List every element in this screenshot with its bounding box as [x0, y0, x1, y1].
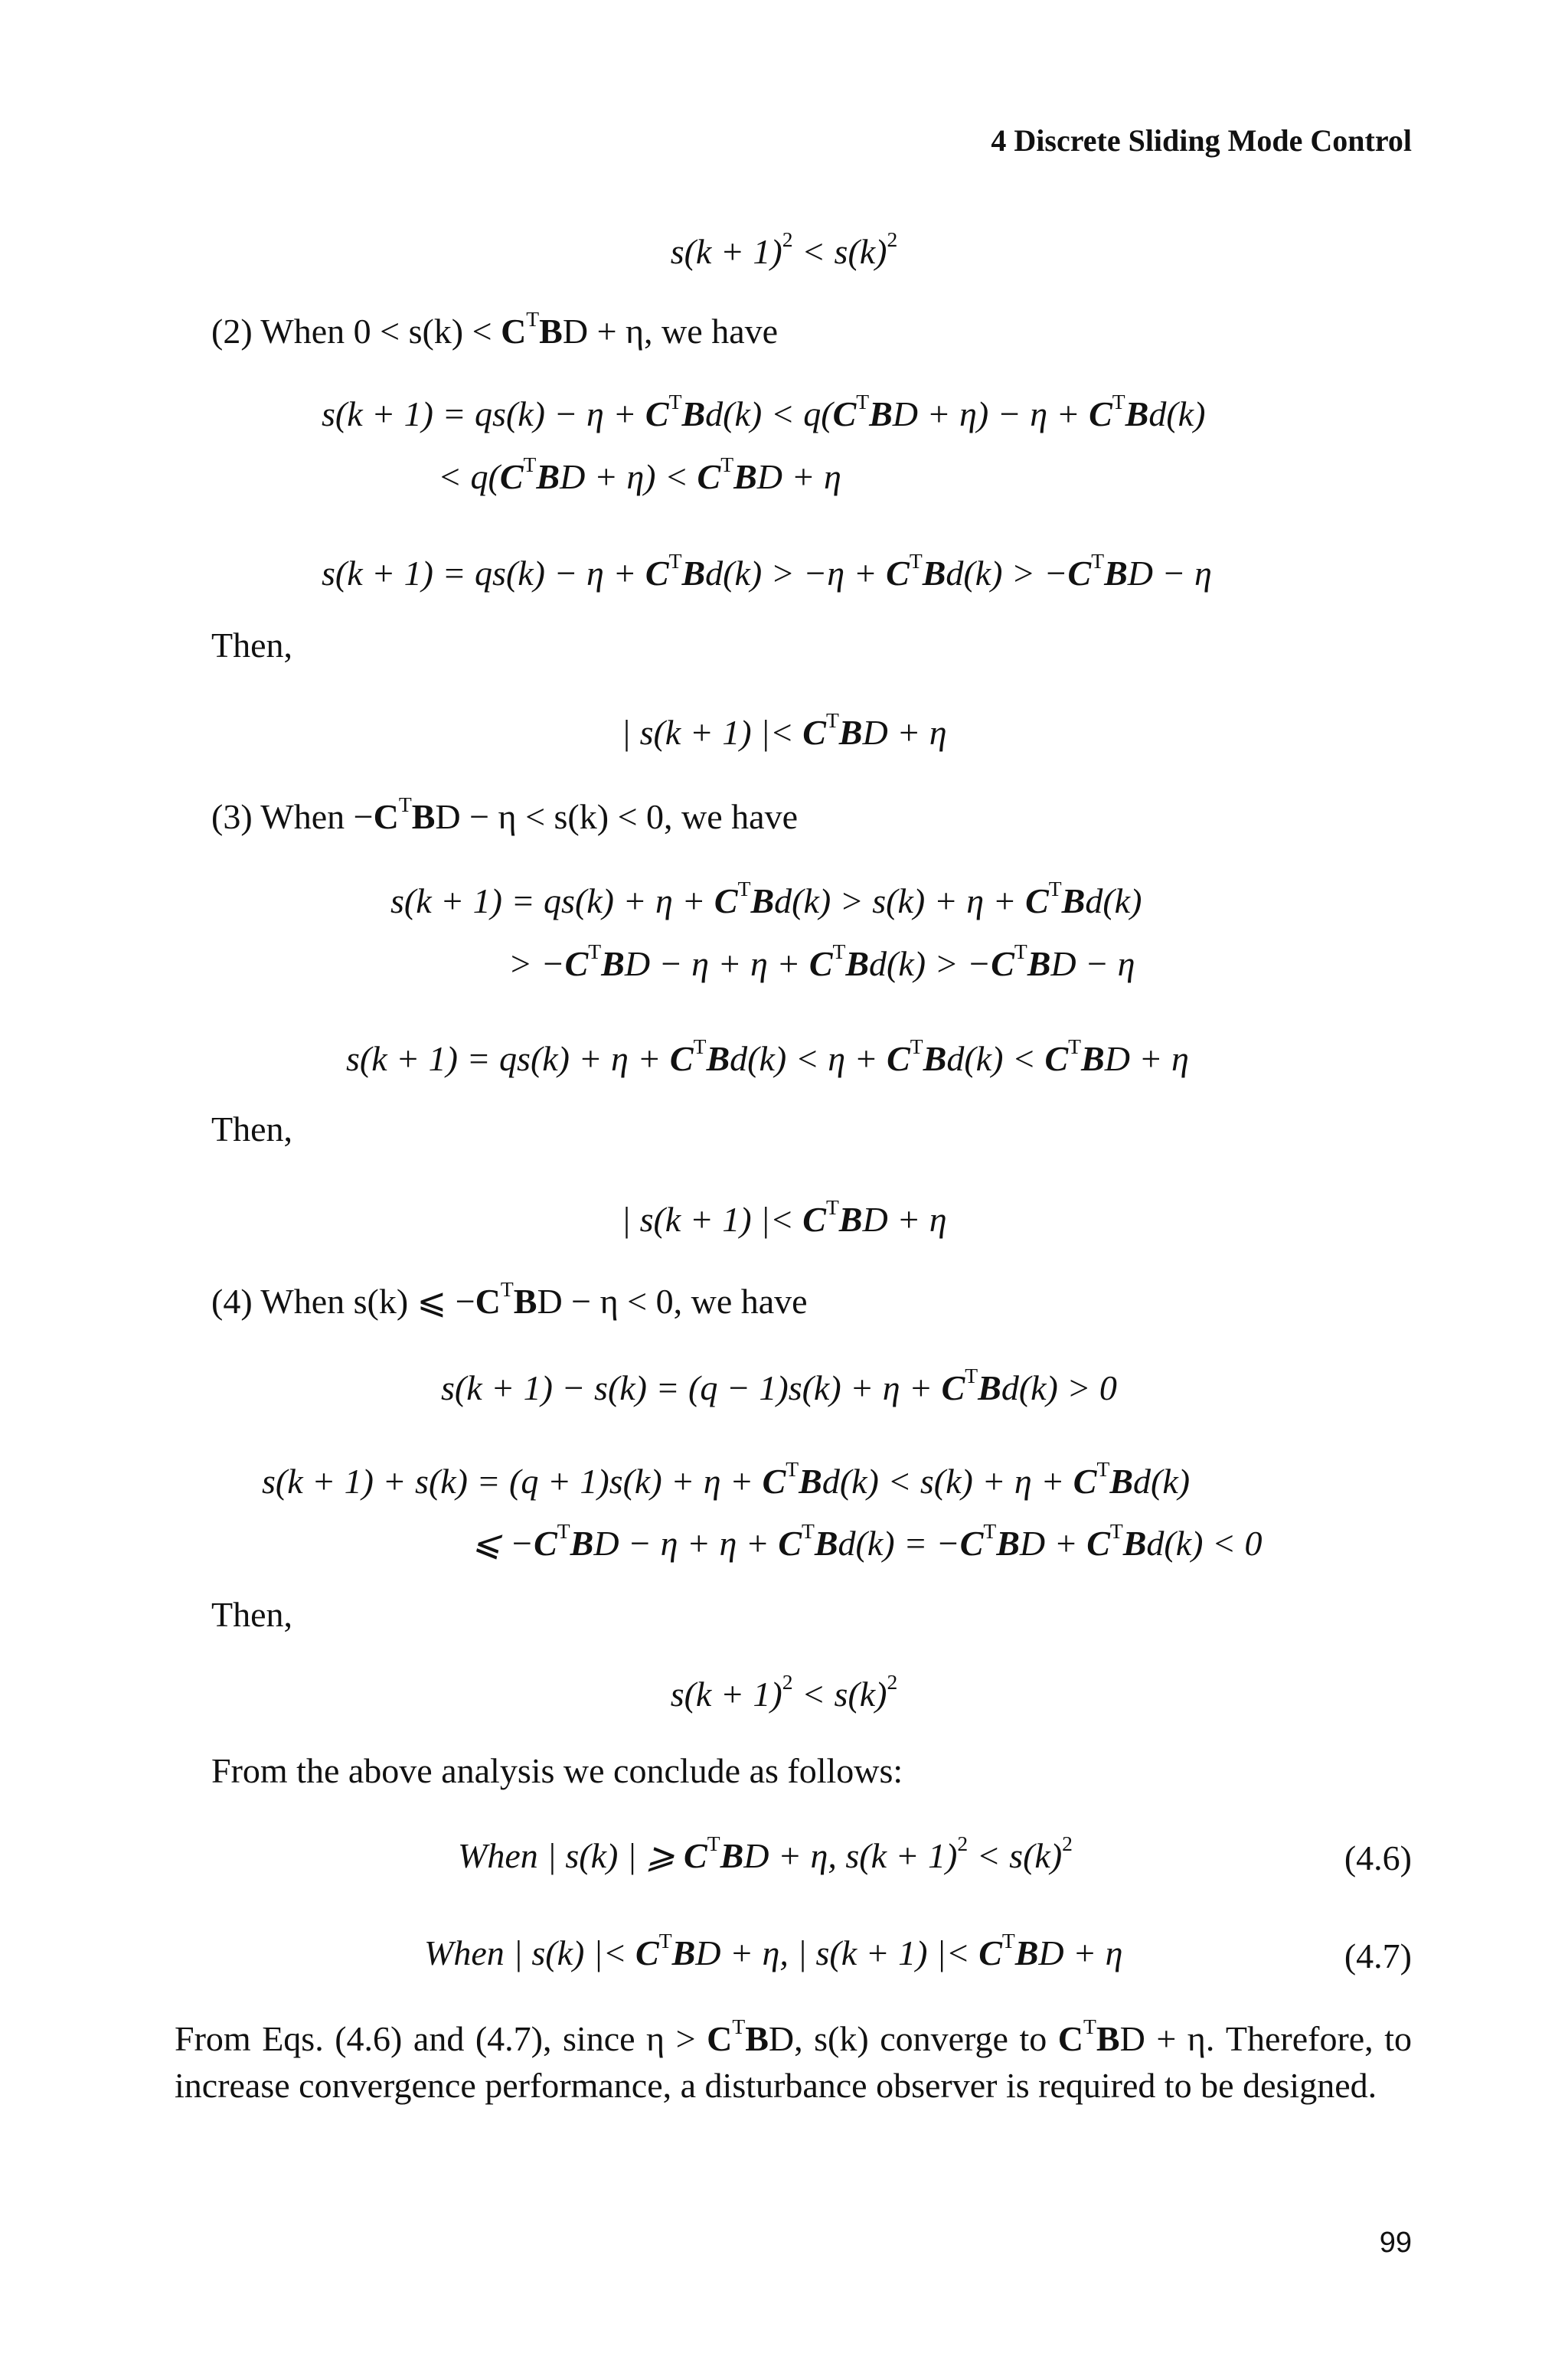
case-2-intro: (2) When $0 < s(k) < C^TBD + \eta$, we have [211, 306, 779, 351]
case-4-equation-2a: $s(k + 1) + s(k) = (q + 1)s(k) + \eta + C^TBd(k) < s(k) + \eta + C^TBd(k)$ [262, 1456, 1191, 1501]
case-2-equation-1a: $s(k + 1) = qs(k) - \eta + C^TBd(k) < q(C^TBD + \eta) - \eta + C^TBd(k)$ [322, 389, 1206, 433]
final-paragraph: From Eqs. (4.6) and (4.7), since $\eta > C^TBD$, s(k) converge to $C^TBD + \eta$. Therefore, to increase convergence performance, a disturbance observer is required to be designed. [175, 2014, 1412, 2105]
then-label-3: Then, [211, 1595, 293, 1634]
case-4-equation-1: $s(k + 1) - s(k) = (q - 1)s(k) + \eta + C^TBd(k) > 0$ [441, 1363, 1117, 1407]
case-3-result: | s(k + 1) |< $C^TBD + \eta$ [621, 1194, 947, 1239]
case-2-equation-1b: < $q(C^TBD + \eta) < C^TBD + \eta$ [438, 452, 841, 496]
running-header: 4 Discrete Sliding Mode Control [991, 123, 1412, 158]
case-4-result: $s(k + 1)^2 < s(k)^2$ [670, 1669, 898, 1714]
equation-4-6: When | s(k) | ⩾ $C^TBD + \eta$, $s(k + 1)^2 < s(k)^2$ [458, 1831, 1073, 1875]
conclusion-intro: From the above analysis we conclude as follows: [211, 1751, 903, 1790]
equation-number-4-7: (4.7) [1344, 1936, 1412, 1975]
case-3-equation-1a: $s(k + 1) = qs(k) + \eta + C^TBd(k) > s(k) + \eta + C^TBd(k)$ [390, 876, 1142, 920]
then-label-2: Then, [211, 1109, 293, 1149]
equation-4-7: When | s(k) |< $C^TBD + \eta$, | s(k + 1) |< $C^TBD + \eta$ [424, 1928, 1123, 1972]
case-3-equation-2: $s(k + 1) = qs(k) + \eta + C^TBd(k) < \eta + C^TBd(k) < C^TBD + \eta$ [346, 1034, 1189, 1078]
page-number: 99 [1379, 2227, 1412, 2259]
case-3-equation-1b: > $-C^TBD - \eta + \eta + C^TBd(k) > -C^TBD - \eta$ [508, 939, 1135, 983]
case-2-result: | s(k + 1) |< $C^TBD + \eta$ [621, 707, 947, 752]
case-4-equation-2b: ⩽ $-C^TBD - \eta + \eta + C^TBd(k) = -C^TBD + C^TBd(k) < 0$ [472, 1518, 1263, 1563]
then-label-1: Then, [211, 626, 293, 665]
equation-number-4-6: (4.6) [1344, 1838, 1412, 1877]
case-4-intro: (4) When s(k) ⩽ $-C^TBD - \eta < 0$, we have [211, 1276, 808, 1321]
equation-s-squared-decrease: $s(k + 1)^2 < s(k)^2$ [670, 227, 898, 271]
case-2-equation-2: $s(k + 1) = qs(k) - \eta + C^TBd(k) > -\eta + C^TBd(k) > -C^TBD - \eta$ [322, 548, 1212, 593]
case-3-intro: (3) When $-C^TBD - \eta < s(k) < 0$, we have [211, 792, 798, 836]
